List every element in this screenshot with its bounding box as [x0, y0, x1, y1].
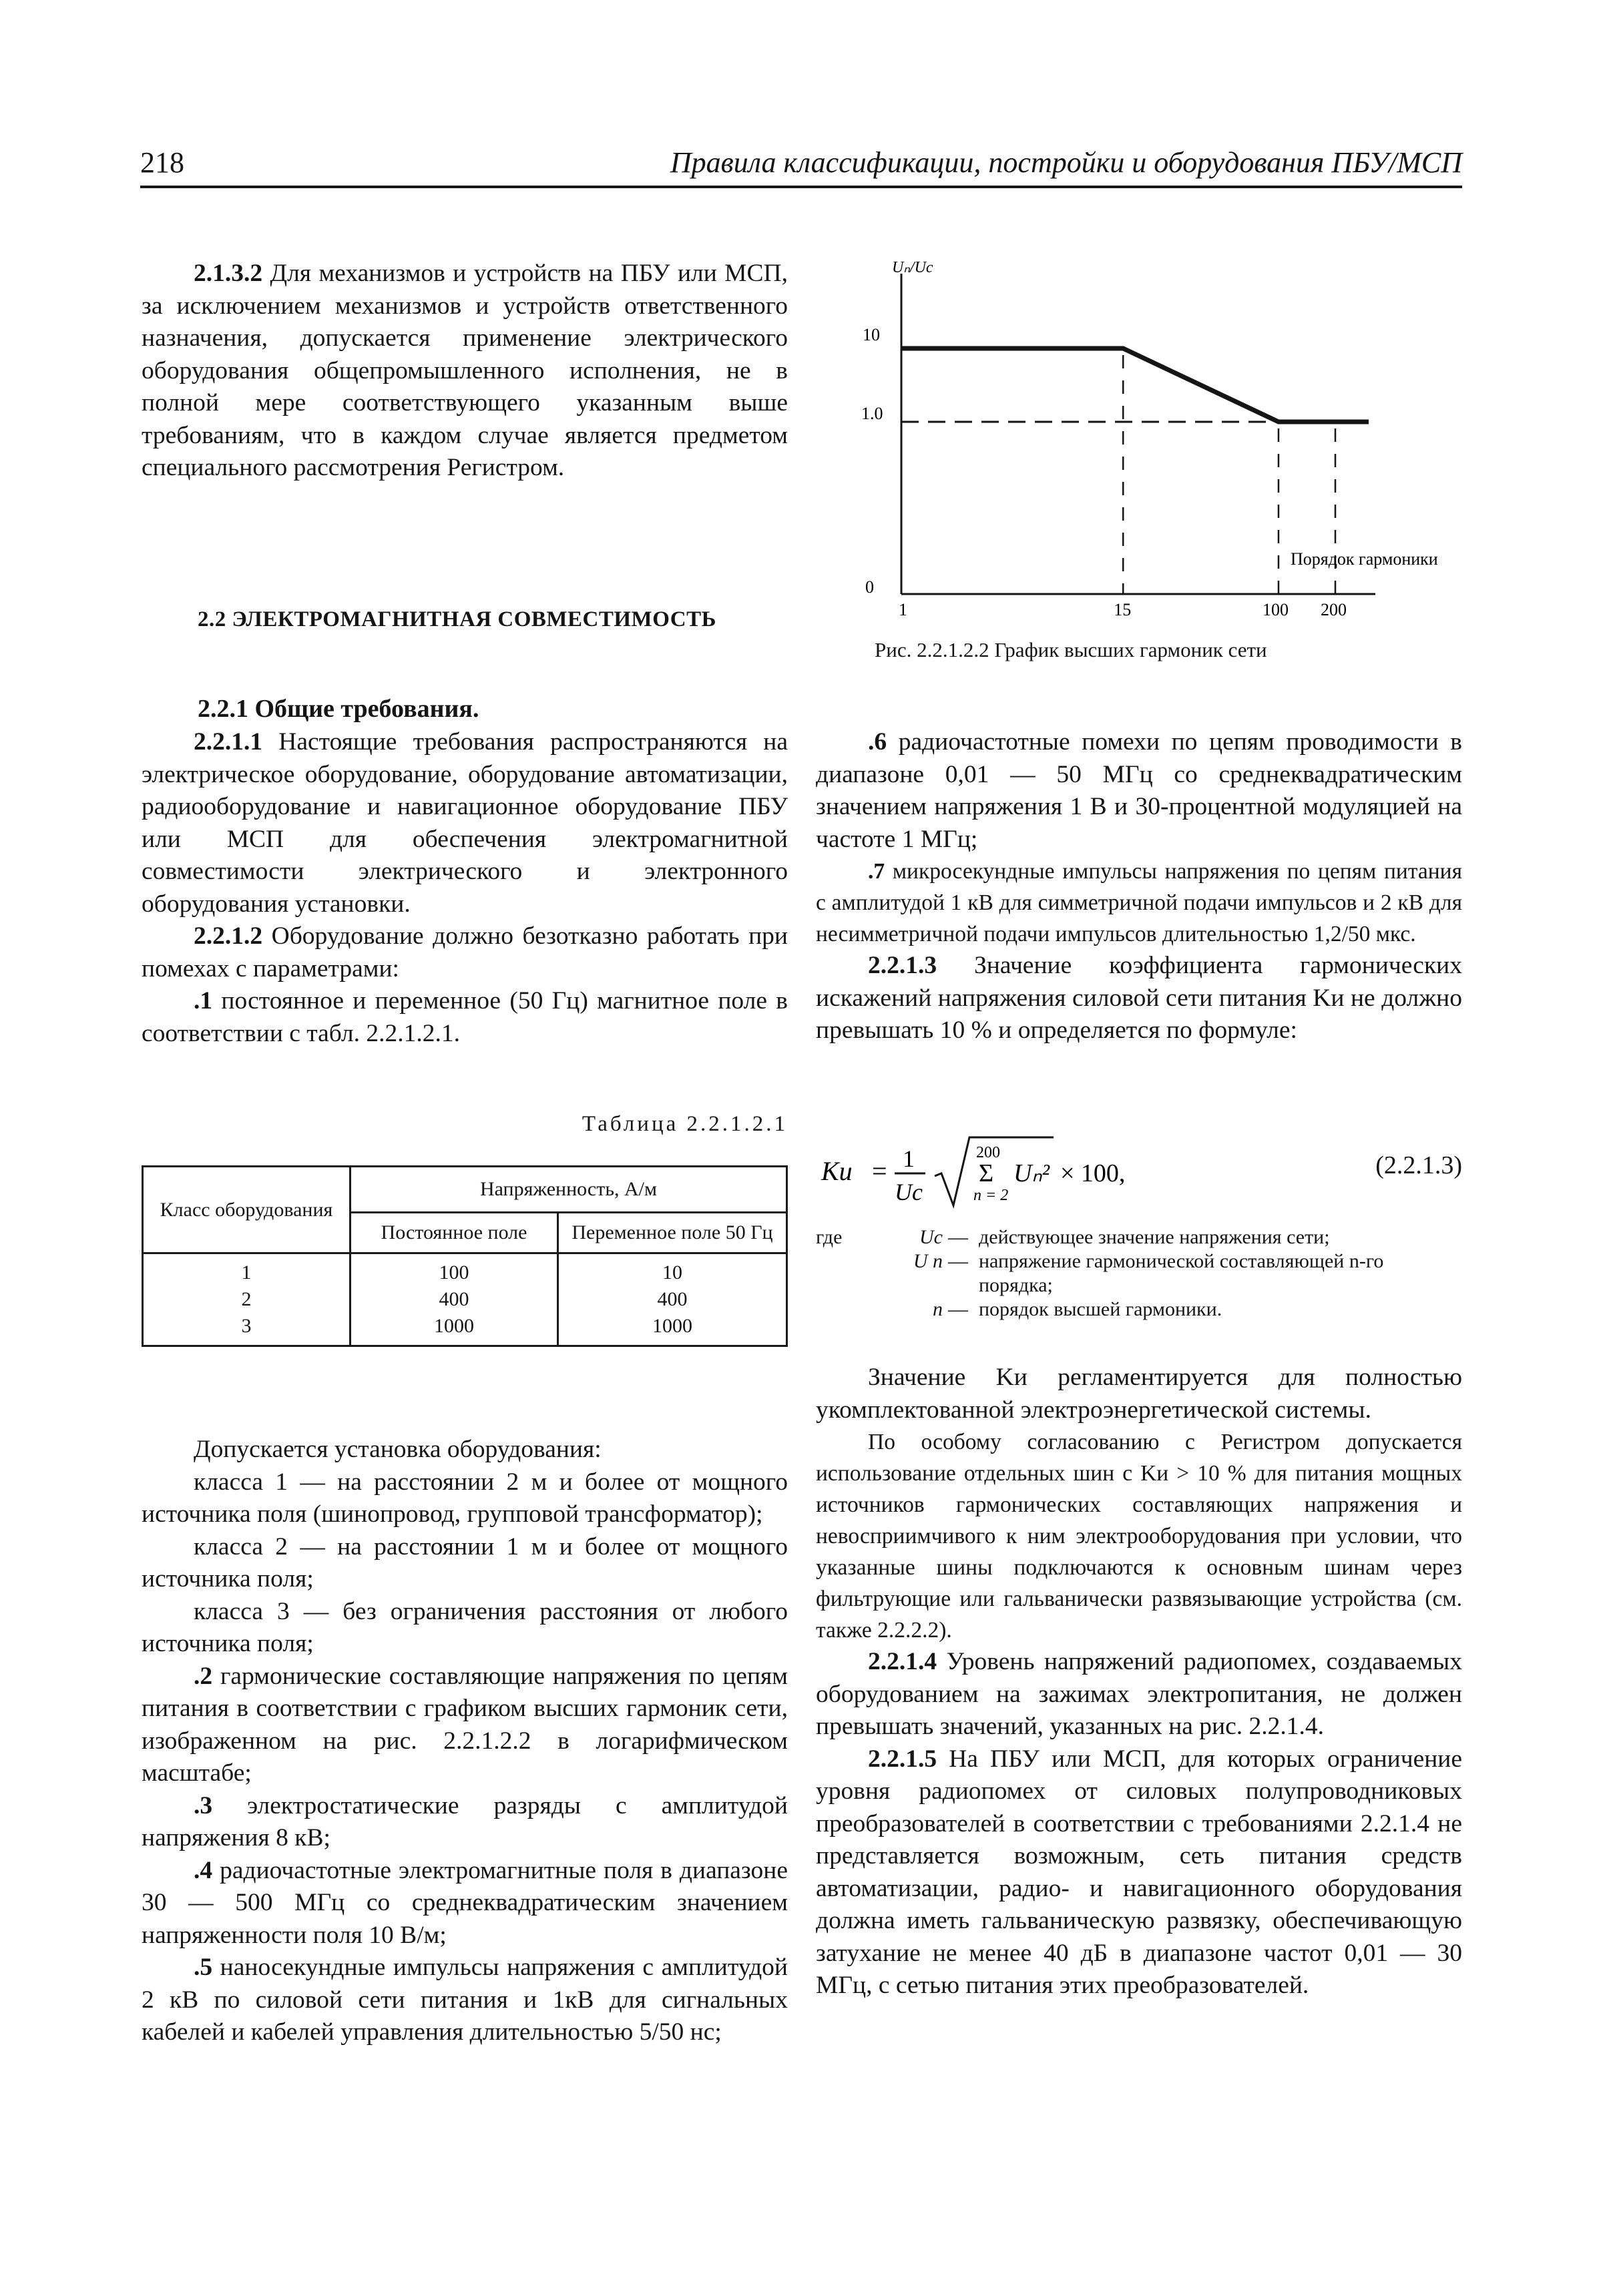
class-1-rule: класса 1 — на расстоянии 2 м и более от мощного источника поля (шинопровод, групповой трансформатор); [142, 1468, 788, 1528]
paragraph-ki-value: Значение Kи регламентируется для полностью укомплектованной электроэнергетической системы. [816, 1364, 1462, 1424]
cell-ac: 400 [558, 1286, 787, 1313]
paragraph-2-1-3-2 [142, 258, 788, 485]
formula-legend [816, 1225, 1462, 1322]
table-row [143, 1313, 787, 1346]
sum-term: Uₙ² [1013, 1159, 1050, 1187]
header-class: Класс оборудования [143, 1167, 351, 1253]
item-text: гармонические составляющие напряжения по цепям питания в соответствии с графиком высших гармоник сети, изображенном на рис. 2.2.1.2.2 в логарифмическом масштабе; [142, 1662, 788, 1787]
legend-text: порядок высшей гармоники. [979, 1298, 1222, 1320]
item-7 [816, 856, 1462, 950]
sum-bottom: n = 2 [973, 1187, 1009, 1204]
formula-frac-num: 1 [903, 1145, 915, 1172]
legend-row [816, 1225, 1462, 1249]
table-caption: Таблица 2.2.1.2.1 [582, 1112, 788, 1136]
clause-number: 2.2.1.1 [194, 728, 263, 756]
figure-caption: Рис. 2.2.1.2.2 График высших гармоник сети [875, 638, 1267, 661]
item-1 [142, 985, 788, 1050]
sum-top: 200 [976, 1144, 1000, 1161]
running-title: Правила классификации, постройки и оборудования ПБУ/МСП [670, 146, 1462, 179]
table-row [143, 1253, 787, 1287]
formula-lhs: Kи [821, 1156, 853, 1186]
formula-svg [816, 1128, 1323, 1215]
item-5 [142, 1952, 788, 2049]
formula-number: (2.2.1.3) [1375, 1151, 1462, 1179]
paragraph-2-2-1-3 [816, 950, 1462, 1047]
cell-ac: 1000 [558, 1313, 787, 1346]
item-2 [142, 1661, 788, 1790]
paragraph-text: На ПБУ или МСП, для которых ограничение уровня радиопомех от силовых полупроводниковых преобразователей в соответствии с требованиями 2.2.1.4 не представляется возможным, сеть питания средств автоматизации, радио- и навигационного оборудования должна иметь гальваническую развязку, обеспечивающую затухание не менее 40 дБ в диапазоне частот 0,01 — 30 МГц, с сетью питания этих преобразователей. [816, 1745, 1462, 1999]
page-header [140, 143, 1462, 188]
cell-class: 3 [143, 1313, 351, 1346]
section-heading: 2.2 ЭЛЕКТРОМАГНИТНАЯ СОВМЕСТИМОСТЬ [198, 607, 716, 631]
legend-dash: — [948, 1226, 968, 1248]
cell-ac: 10 [558, 1253, 787, 1287]
paragraph-text: Уровень напряжений радиопомех, создаваемых оборудованием на зажимах электропитания, не должен превышать значений, указанных на рис. 2.2.1.4. [816, 1648, 1462, 1740]
harmonics-limit-line [901, 348, 1369, 422]
paragraph-2-2-1-5 [816, 1743, 1462, 2002]
paragraph-text: Настоящие требования распространяются на электрическое оборудование, оборудование автоматизации, радиооборудование и навигационное оборудование ПБУ или МСП для обеспечения электромагнитной совместимости электрического и электронного оборудования установки. [142, 728, 788, 918]
class-3-rule: класса 3 — без ограничения расстояния от любого источника поля; [142, 1597, 788, 1657]
x-axis-label: Порядок гармоники [1290, 549, 1438, 569]
formula-2-2-1-3 [816, 1128, 1462, 1215]
formula-tail: × 100, [1060, 1159, 1126, 1187]
header-ac: Переменное поле 50 Гц [558, 1213, 787, 1253]
item-text: микросекундные импульсы напряжения по цепям питания с амплитудой 1 кВ для симметричной подачи импульсов и 2 кВ для несимметричной подачи импульсов длительностью 1,2/50 мкс. [816, 859, 1462, 946]
where-label: где [816, 1226, 843, 1248]
paragraph-text: Оборудование должно безотказно работать при помехах с параметрами: [142, 922, 788, 982]
legend-text: действующее значение напряжения сети; [979, 1226, 1330, 1248]
legend-row [816, 1249, 1462, 1273]
cell-class: 1 [143, 1253, 351, 1287]
item-text: наносекундные импульсы напряжения с амплитудой 2 кВ по силовой сети питания и 1кВ для сигнальных кабелей и кабелей управления длительностью 5/50 нс; [142, 1954, 788, 2046]
paragraph-2-2-1-2 [142, 920, 788, 985]
item-6 [816, 726, 1462, 856]
item-4 [142, 1855, 788, 1952]
sum-symbol: Σ [979, 1159, 994, 1187]
item-text: радиочастотные электромагнитные поля в диапазоне 30 — 500 МГц со среднеквадратическим значением напряженности поля 10 В/м; [142, 1856, 788, 1949]
page-number: 218 [140, 146, 184, 179]
legend-text: порядка; [979, 1274, 1053, 1296]
cell-dc: 400 [351, 1286, 558, 1313]
formula-equals: = [872, 1156, 887, 1186]
installation-intro: Допускается установка оборудования: [194, 1436, 602, 1463]
x-tick-label: 1 [899, 600, 907, 619]
paragraph-text: Значение коэффициента гармонических искажений напряжения силовой сети питания Kи не должно превышать 10 % и определяется по формуле: [816, 952, 1462, 1044]
left-bottom-block [142, 1434, 788, 2049]
left-top-block [142, 258, 788, 485]
item-number: .7 [868, 859, 885, 884]
y-tick-label: 1.0 [861, 404, 883, 423]
x-tick-label: 200 [1321, 600, 1347, 619]
formula-frac-den: Uc [895, 1179, 923, 1205]
x-tick-label: 100 [1262, 600, 1289, 619]
legend-symbol: Uc [919, 1226, 943, 1248]
table-row [143, 1286, 787, 1313]
paragraph-2-2-1-4 [816, 1646, 1462, 1743]
item-number: .3 [194, 1791, 213, 1819]
item-number: .5 [194, 1954, 213, 1981]
cell-dc: 1000 [351, 1313, 558, 1346]
clause-number: 2.2.1.5 [868, 1745, 937, 1773]
clause-number: 2.1.3.2 [194, 260, 263, 287]
x-tick-label: 15 [1114, 600, 1132, 619]
item-number: .2 [194, 1662, 213, 1690]
legend-text: напряжение гармонической составляющей n-го [979, 1250, 1384, 1272]
right-bottom-block [816, 1362, 1462, 2002]
harmonics-chart [828, 247, 1482, 621]
item-text: постоянное и переменное (50 Гц) магнитное поле в соответствии с табл. 2.2.1.2.1. [142, 987, 788, 1047]
item-number: .1 [194, 987, 213, 1015]
y-axis-label: Uₙ/Uc [892, 259, 933, 276]
clause-number: 2.2.1.4 [868, 1648, 937, 1675]
header-dc: Постоянное поле [351, 1213, 558, 1253]
clause-number: 2.2.1.2 [194, 922, 263, 950]
legend-dash: — [948, 1250, 968, 1272]
legend-symbol: U n [913, 1250, 943, 1272]
class-2-rule: класса 2 — на расстоянии 1 м и более от мощного источника поля; [142, 1532, 788, 1593]
item-number: .4 [194, 1856, 213, 1884]
legend-dash: — [948, 1298, 968, 1320]
sub-heading: 2.2.1 Общие требования. [198, 695, 479, 723]
item-text: радиочастотные помехи по цепям проводимости в диапазоне 0,01 — 50 МГц со среднеквадратическим значением напряжения 1 В и 30-процентной модуляцией на частоте 1 МГц; [816, 728, 1462, 853]
legend-row [816, 1273, 1462, 1298]
header-group: Напряженность, А/м [351, 1167, 787, 1213]
y-tick-label: 10 [863, 325, 880, 344]
item-text: электростатические разряды с амплитудой напряжения 8 кВ; [142, 1791, 788, 1851]
field-strength-table [142, 1165, 788, 1347]
paragraph-2-2-1-1 [142, 726, 788, 920]
item-number: .6 [868, 728, 887, 756]
item-3 [142, 1790, 788, 1855]
paragraph-special-agreement: По особому согласованию с Регистром допускается использование отдельных шин с Kи > 10 % для питания мощных источников гармонических составляющих напряжения и невосприимчивого к ним электрооборудования при условии, что указанные шины подключаются к основным шинам через фильтрующие или гальванически развязывающие устройства (см. также 2.2.2.2). [816, 1430, 1462, 1643]
harmonics-chart-svg [828, 247, 1482, 621]
y-tick-label: 0 [865, 577, 874, 597]
cell-class: 2 [143, 1286, 351, 1313]
legend-row [816, 1298, 1462, 1322]
legend-symbol: n [933, 1298, 943, 1320]
right-top-block [816, 726, 1462, 1047]
paragraph-text: Для механизмов и устройств на ПБУ или МСП, за исключением механизмов и устройств ответственного назначения, допускается применение электрического оборудования общепромышленного исполнения, не в полной мере соответствующего указанным выше требованиям, что в каждом случае является предметом специального рассмотрения Регистром. [142, 260, 788, 481]
cell-dc: 100 [351, 1253, 558, 1287]
left-mid-block [142, 726, 788, 1050]
clause-number: 2.2.1.3 [868, 952, 937, 979]
